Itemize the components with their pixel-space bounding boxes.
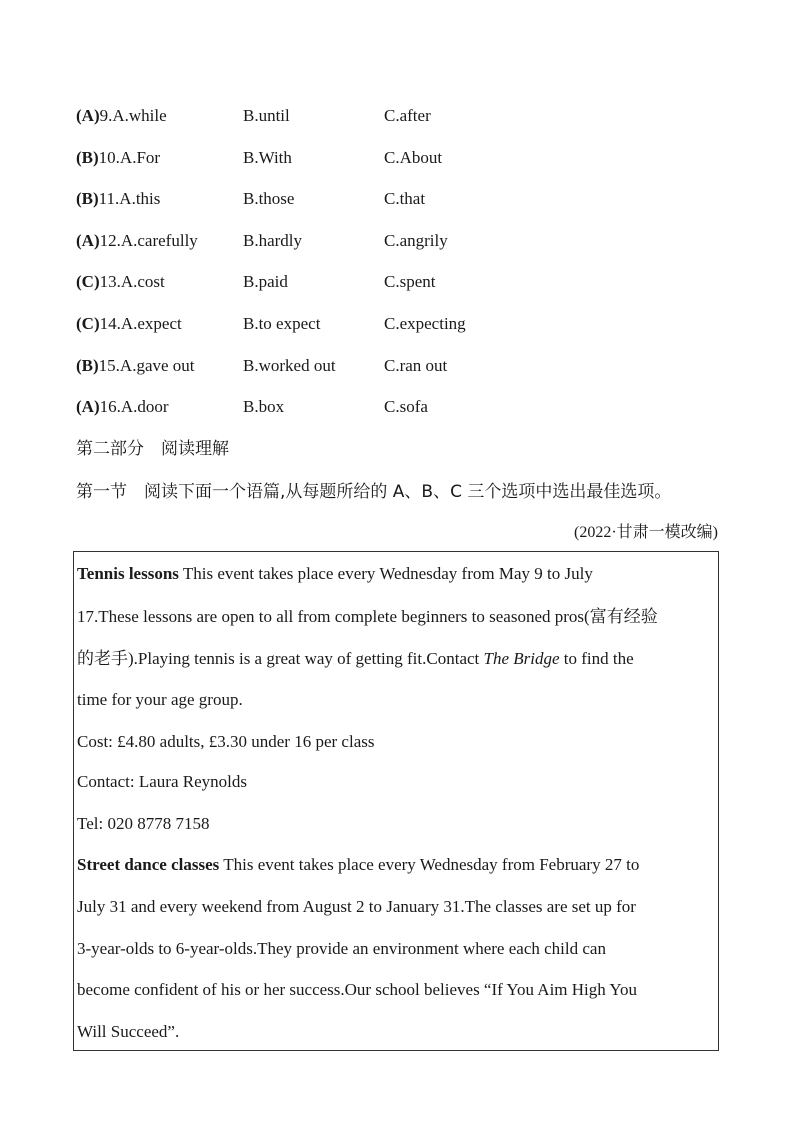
tennis-tel: Tel: 020 8778 7158 xyxy=(77,814,210,833)
option-b: B.box xyxy=(243,397,285,416)
question-14: (C)14.A.expect xyxy=(76,314,182,333)
option-b: B.worked out xyxy=(243,356,336,375)
dance-line-5: Will Succeed”. xyxy=(77,1022,180,1041)
dance-line-3: 3-year-olds to 6-year-olds.They provide an environment where each child can xyxy=(77,939,606,958)
dance-line-1: Street dance classes This event takes place every Wednesday from February 27 to xyxy=(77,855,640,874)
section-instruction: 第一节 阅读下面一个语篇,从每题所给的 A、B、C 三个选项中选出最佳选项。 xyxy=(76,482,672,502)
option-c: C.angrily xyxy=(384,231,448,250)
passage-box xyxy=(73,551,719,1051)
question-13: (C)13.A.cost xyxy=(76,272,165,291)
question-12: (A)12.A.carefully xyxy=(76,231,198,250)
tennis-line-4: time for your age group. xyxy=(77,690,243,709)
dance-line-4: become confident of his or her success.Our school believes “If You Aim High You xyxy=(77,980,637,999)
tennis-line-1: Tennis lessons This event takes place every Wednesday from May 9 to July xyxy=(77,564,593,583)
option-b: B.hardly xyxy=(243,231,303,250)
option-b: B.to expect xyxy=(243,314,321,333)
question-10: (B)10.A.For xyxy=(76,148,161,167)
tennis-line-3: 的老手).Playing tennis is a great way of getting fit.Contact The Bridge to find the xyxy=(77,649,634,668)
tennis-heading: Tennis lessons xyxy=(77,564,179,583)
tennis-line-2: 17.These lessons are open to all from complete beginners to seasoned pros(富有经验 xyxy=(77,607,658,626)
option-c: C.spent xyxy=(384,272,436,291)
question-9: (A)9.A.while xyxy=(76,106,167,125)
option-b: B.until xyxy=(243,106,290,125)
option-c: C.that xyxy=(384,189,426,208)
option-b: B.those xyxy=(243,189,295,208)
dance-heading: Street dance classes xyxy=(77,855,220,874)
source-note: (2022·甘肃一模改编) xyxy=(574,524,718,541)
option-c: C.after xyxy=(384,106,431,125)
option-c: C.About xyxy=(384,148,443,167)
option-c: C.ran out xyxy=(384,356,448,375)
question-15: (B)15.A.gave out xyxy=(76,356,195,375)
option-b: B.paid xyxy=(243,272,288,291)
option-c: C.expecting xyxy=(384,314,466,333)
question-16: (A)16.A.door xyxy=(76,397,169,416)
tennis-cost: Cost: £4.80 adults, £3.30 under 16 per class xyxy=(77,732,375,751)
option-c: C.sofa xyxy=(384,397,428,416)
venue-name: The Bridge xyxy=(483,649,560,668)
dance-line-2: July 31 and every weekend from August 2 to January 31.The classes are set up for xyxy=(77,897,636,916)
option-b: B.With xyxy=(243,148,292,167)
part-title: 第二部分 阅读理解 xyxy=(76,439,229,459)
question-11: (B)11.A.this xyxy=(76,189,161,208)
tennis-contact: Contact: Laura Reynolds xyxy=(77,772,247,791)
